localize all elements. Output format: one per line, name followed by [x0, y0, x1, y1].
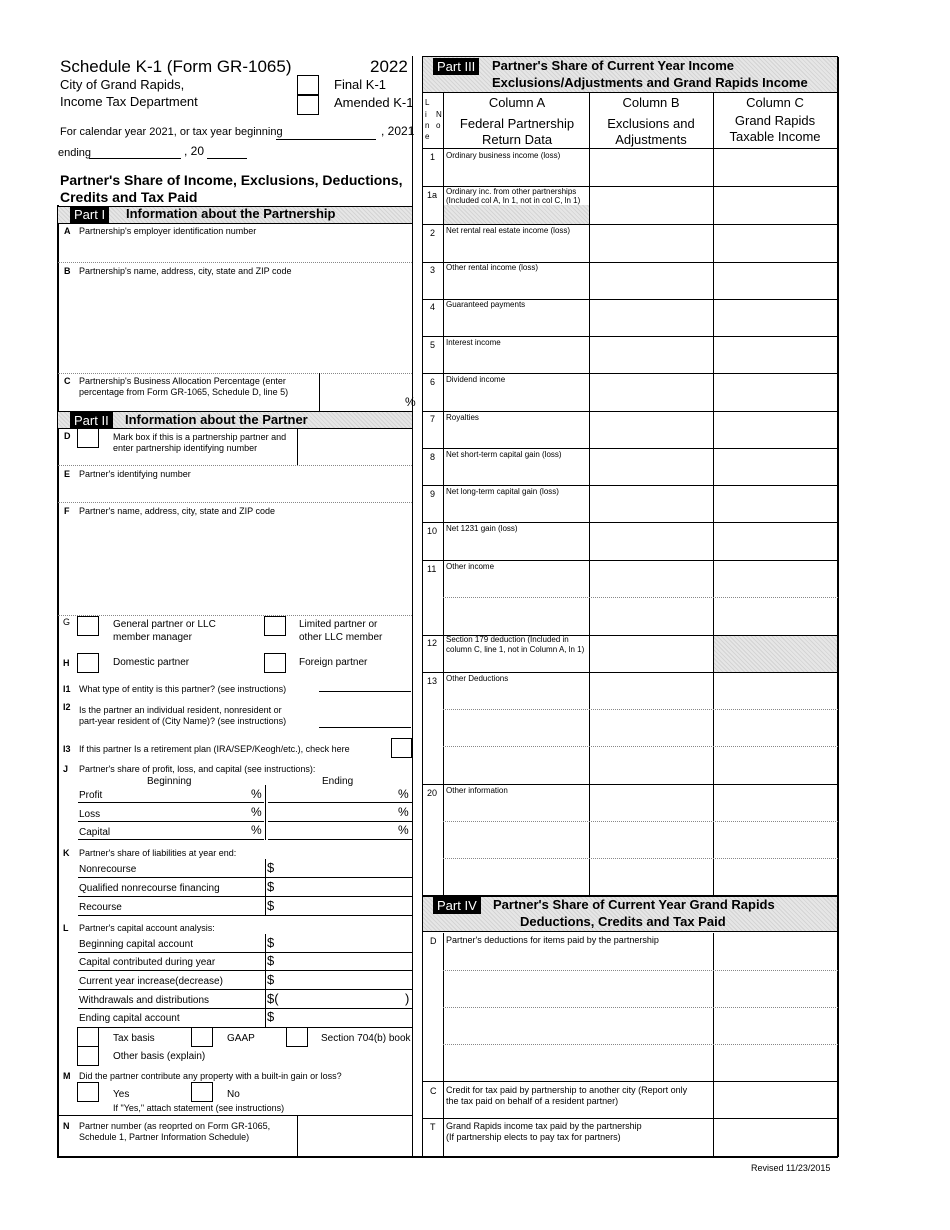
rule	[422, 672, 838, 673]
rule	[265, 934, 266, 1028]
line-no-10: 10	[427, 526, 438, 536]
part4-c-label-2: the tax paid on behalf of a resident partner)	[446, 1096, 619, 1106]
limited-partner-checkbox[interactable]	[264, 616, 286, 636]
line-1a-shaded	[444, 205, 589, 224]
tax-basis-label: Tax basis	[113, 1033, 155, 1044]
loss-begin-field[interactable]	[78, 821, 264, 822]
rule	[58, 1115, 412, 1116]
line-no-1a: 1a	[427, 190, 438, 200]
l3-label: Current year increase(decrease)	[79, 976, 223, 987]
recourse-dollar: $	[267, 898, 275, 913]
line-2-label: Net rental real estate income (loss)	[446, 226, 571, 235]
revised-date: Revised 11/23/2015	[751, 1163, 831, 1173]
l4-close-paren: )	[405, 991, 410, 1006]
org-line-2: Income Tax Department	[60, 94, 198, 109]
rule	[443, 597, 838, 598]
tax-year-end-year-field[interactable]	[207, 158, 247, 159]
l5-dollar: $	[267, 1009, 275, 1024]
line-d-label-1: Mark box if this is a partnership partner and	[113, 432, 287, 442]
line-head-no-o: o	[436, 121, 441, 130]
capital-end-pct: %	[398, 823, 409, 837]
line-20-label: Other information	[446, 786, 508, 795]
partnership-address-field[interactable]	[58, 278, 412, 372]
line-10-label: Net 1231 gain (loss)	[446, 524, 518, 533]
ending-header: Ending	[322, 776, 354, 787]
line-1-label: Ordinary business income (loss)	[446, 151, 561, 160]
capital-label: Capital	[79, 827, 111, 838]
line-no-8: 8	[430, 452, 436, 462]
rule	[443, 858, 838, 859]
loss-begin-pct: %	[251, 805, 262, 819]
letter-i2: I2	[63, 702, 71, 712]
calendar-text: For calendar year 2021, or tax year beginning	[60, 126, 283, 138]
letter-i1: I1	[63, 684, 71, 694]
partner-number-field[interactable]	[298, 1117, 411, 1155]
col-c-sub-1: Grand Rapids	[734, 113, 816, 128]
line-i1-label: What type of entity is this partner? (see instructions)	[79, 684, 287, 694]
final-k1-label: Final K-1	[334, 77, 387, 92]
line-no-7: 7	[430, 414, 436, 424]
partner-id-field[interactable]	[58, 481, 412, 501]
letter-h: H	[63, 658, 70, 668]
letter-k: K	[63, 848, 70, 858]
partnership-ein-field[interactable]	[58, 238, 412, 262]
rule	[422, 224, 838, 225]
subtitle-line-2: Credits and Tax Paid	[60, 189, 198, 205]
residency-field[interactable]	[319, 727, 411, 728]
partnership-partner-id-field[interactable]	[298, 430, 411, 464]
limited-partner-label-2: other LLC member	[299, 632, 383, 643]
line-no-20: 20	[427, 788, 438, 798]
ending-year: , 20	[184, 144, 205, 158]
current-year-increase-field[interactable]	[78, 989, 412, 990]
ending-capital-field[interactable]	[78, 1027, 412, 1028]
line-11-label: Other income	[446, 562, 495, 571]
line-c-label-2: percentage from Form GR-1065, Schedule D, line 5)	[79, 387, 289, 397]
line-head-n: n	[425, 121, 430, 130]
line-a-label: Partnership's employer identification number	[79, 226, 257, 236]
allocation-pct-sign: %	[405, 395, 416, 409]
line-6-label: Dividend income	[446, 375, 506, 384]
rule	[265, 785, 266, 840]
part4-title-1: Partner's Share of Current Year Grand Rapids	[493, 897, 775, 912]
form-title: Schedule K-1 (Form GR-1065)	[60, 57, 292, 76]
section704-label: Section 704(b) book	[321, 1033, 411, 1044]
allocation-percentage-field[interactable]	[320, 374, 406, 410]
part4-tag: Part IV	[433, 897, 481, 914]
part4-d-label: Partner's deductions for items paid by the partnership	[446, 935, 659, 945]
rule	[443, 1044, 838, 1045]
part1-tag: Part I	[70, 206, 109, 223]
qualified-label: Qualified nonrecourse financing	[79, 883, 220, 894]
nonrecourse-field[interactable]	[78, 877, 412, 878]
partnership-partner-checkbox[interactable]	[77, 428, 99, 448]
gaap-label: GAAP	[227, 1033, 255, 1044]
l1-label: Beginning capital account	[79, 939, 193, 950]
l1-dollar: $	[267, 935, 275, 950]
line-5-label: Interest income	[446, 338, 501, 347]
part3-tag: Part III	[433, 58, 479, 75]
col-a-title: Column A	[488, 95, 546, 110]
l3-dollar: $	[267, 972, 275, 987]
letter-g: G	[63, 617, 71, 627]
rule	[422, 448, 838, 449]
rule	[422, 784, 838, 785]
other-basis-label: Other basis (explain)	[113, 1051, 206, 1062]
line-f-label: Partner's name, address, city, state and ZIP code	[79, 506, 275, 516]
l5-label: Ending capital account	[79, 1013, 180, 1024]
line-no-6: 6	[430, 377, 436, 387]
amended-k1-label: Amended K-1	[334, 95, 414, 110]
col-a-sub-2: Return Data	[481, 132, 553, 147]
col-b-title: Column B	[622, 95, 680, 110]
rule	[443, 709, 838, 710]
foreign-partner-label: Foreign partner	[299, 657, 368, 668]
line-no-11: 11	[427, 564, 437, 574]
recourse-field[interactable]	[78, 915, 412, 916]
line-no-12: 12	[427, 638, 438, 648]
general-partner-label-1: General partner or LLC	[113, 619, 216, 630]
partner-address-field[interactable]	[58, 518, 412, 614]
letter-c: C	[64, 376, 71, 386]
rule	[422, 411, 838, 412]
part2-tag: Part II	[70, 412, 113, 429]
tax-basis-checkbox[interactable]	[77, 1027, 99, 1047]
rule	[422, 522, 838, 523]
line-1a-label-1: Ordinary inc. from other partnerships	[446, 187, 577, 196]
org-line-1: City of Grand Rapids,	[60, 77, 185, 92]
line-no-5: 5	[430, 340, 436, 350]
withdrawals-field[interactable]	[78, 1008, 412, 1009]
part4-t-label-2: (If partnership elects to pay tax for partners)	[446, 1132, 621, 1142]
qualified-dollar: $	[267, 879, 275, 894]
no-label: No	[227, 1089, 240, 1100]
profit-end-pct: %	[398, 787, 409, 801]
line-j-label: Partner's share of profit, loss, and capital (see instructions):	[79, 764, 316, 774]
line-head-e: e	[425, 132, 430, 141]
rule	[713, 93, 714, 895]
capital-contributed-field[interactable]	[78, 970, 412, 971]
section704-checkbox[interactable]	[286, 1027, 308, 1047]
rule	[443, 746, 838, 747]
part3-title-2: Exclusions/Adjustments and Grand Rapids Income	[492, 75, 808, 90]
col-b-sub-1: Exclusions and	[607, 116, 695, 131]
gaap-checkbox[interactable]	[191, 1027, 213, 1047]
calendar-year: , 2021	[381, 124, 415, 138]
beginning-capital-field[interactable]	[78, 952, 412, 953]
nonrecourse-label: Nonrecourse	[79, 864, 137, 875]
divider-right	[422, 56, 423, 1156]
line-d-label-2: enter partnership identifying number	[113, 443, 258, 453]
letter-i3: I3	[63, 744, 71, 754]
rule	[589, 93, 590, 895]
l4-dollar: $(	[267, 991, 279, 1006]
loss-end-pct: %	[398, 805, 409, 819]
line-n-label-1: Partner number (as reoprted on Form GR-1065,	[79, 1121, 271, 1131]
amended-k1-checkbox[interactable]	[297, 95, 319, 115]
line-l-label: Partner's capital account analysis:	[79, 923, 215, 933]
line-9-label: Net long-term capital gain (loss)	[446, 487, 559, 496]
right-border	[837, 57, 839, 1157]
capital-begin-field[interactable]	[78, 839, 264, 840]
limited-partner-label-1: Limited partner or	[299, 619, 378, 630]
l2-dollar: $	[267, 953, 275, 968]
profit-label: Profit	[79, 790, 103, 801]
letter-e: E	[64, 469, 71, 479]
line-i3-label: If this partner Is a retirement plan (IRA/SEP/Keogh/etc.), check here	[79, 744, 350, 754]
builtin-gain-yes-checkbox[interactable]	[77, 1082, 99, 1102]
col-b-sub-2: Adjustments	[615, 132, 687, 147]
profit-begin-field[interactable]	[78, 802, 264, 803]
tax-year-begin-field[interactable]	[276, 139, 376, 140]
l4-label: Withdrawals and distributions	[79, 995, 210, 1006]
line-8-label: Net short-term capital gain (loss)	[446, 450, 562, 459]
general-partner-label-2: member manager	[113, 632, 192, 643]
part4-c-label-1: Credit for tax paid by partnership to another city (Report only	[446, 1085, 688, 1095]
capital-begin-pct: %	[251, 823, 262, 837]
profit-end-field[interactable]	[268, 802, 412, 803]
part2-title: Information about the Partner	[125, 412, 308, 427]
rule	[443, 821, 838, 822]
rule	[422, 560, 838, 561]
line-12-label-2: column C, line 1, not in Column A, ln 1)	[446, 645, 585, 654]
line-b-label: Partnership's name, address, city, state and ZIP code	[79, 266, 292, 276]
line-4-label: Guaranteed payments	[446, 300, 526, 309]
rule	[422, 148, 838, 149]
col-a-sub-1: Federal Partnership	[459, 116, 575, 131]
nonrecourse-dollar: $	[267, 860, 275, 875]
line-head-i: i	[425, 110, 427, 119]
general-partner-checkbox[interactable]	[77, 616, 99, 636]
rule	[58, 502, 412, 503]
line-no-3: 3	[430, 265, 436, 275]
final-k1-checkbox[interactable]	[297, 75, 319, 95]
line-c-label-1: Partnership's Business Allocation Percentage (enter	[79, 376, 286, 386]
rule	[422, 1081, 838, 1082]
other-basis-checkbox[interactable]	[77, 1046, 99, 1066]
qualified-field[interactable]	[78, 896, 412, 897]
loss-label: Loss	[79, 809, 101, 820]
yes-label: Yes	[113, 1089, 130, 1100]
line-12-col-c-shaded	[714, 636, 837, 672]
line-no-13: 13	[427, 676, 438, 686]
loss-end-field[interactable]	[268, 821, 412, 822]
domestic-partner-checkbox[interactable]	[77, 653, 99, 673]
letter-j: J	[63, 764, 69, 774]
l2-label: Capital contributed during year	[79, 957, 216, 968]
col-c-sub-2: Taxable Income	[729, 129, 821, 144]
ending-label: ending	[58, 147, 92, 159]
line-i2-label-1: Is the partner an individual resident, nonresident or	[79, 705, 282, 715]
beginning-header: Beginning	[147, 776, 192, 787]
capital-end-field[interactable]	[268, 839, 412, 840]
part4-c-no: C	[430, 1086, 437, 1096]
rule	[422, 336, 838, 337]
col-c-title: Column C	[746, 95, 804, 110]
profit-begin-pct: %	[251, 787, 262, 801]
line-no-9: 9	[430, 489, 436, 499]
line-i2-label-2: part-year resident of (City Name)? (see instructions)	[79, 716, 287, 726]
bottom-border	[57, 1156, 838, 1158]
line-12-label-1: Section 179 deduction (Included in	[446, 635, 569, 644]
rule	[422, 485, 838, 486]
part4-t-label-1: Grand Rapids income tax paid by the partnership	[446, 1121, 642, 1131]
rule	[443, 1007, 838, 1008]
line-head-no-n: N	[436, 110, 442, 119]
line-no-4: 4	[430, 302, 436, 312]
rule	[58, 615, 412, 616]
letter-l: L	[63, 923, 69, 933]
line-1a-label-2: (Included col A, ln 1, not in col C, ln 1)	[446, 196, 581, 205]
divider-left	[412, 56, 413, 1156]
tax-year-end-field[interactable]	[89, 158, 181, 159]
letter-b: B	[64, 266, 71, 276]
rule	[443, 970, 838, 971]
line-m-note: If "Yes," attach statement (see instructions)	[113, 1103, 285, 1113]
part4-d-no: D	[430, 936, 437, 946]
line-m-label: Did the partner contribute any property with a built-in gain or loss?	[79, 1071, 342, 1081]
subtitle-line-1: Partner's Share of Income, Exclusions, Deductions,	[60, 172, 403, 188]
letter-n: N	[63, 1121, 70, 1131]
letter-f: F	[64, 506, 70, 516]
letter-a: A	[64, 226, 71, 236]
line-n-label-2: Schedule 1, Partner Information Schedule)	[79, 1132, 250, 1142]
line-no-1: 1	[430, 152, 436, 162]
part4-t-no: T	[430, 1122, 436, 1132]
line-head-l: L	[425, 98, 430, 107]
tax-year: 2022	[370, 57, 408, 76]
letter-d: D	[64, 431, 71, 441]
rule	[58, 465, 412, 466]
foreign-partner-checkbox[interactable]	[264, 653, 286, 673]
line-3-label: Other rental income (loss)	[446, 263, 539, 272]
line-7-label: Royalties	[446, 413, 479, 422]
recourse-label: Recourse	[79, 902, 122, 913]
domestic-partner-label: Domestic partner	[113, 657, 190, 668]
retirement-plan-checkbox[interactable]	[391, 738, 412, 758]
letter-m: M	[63, 1071, 71, 1081]
line-no-2: 2	[430, 228, 436, 238]
rule	[422, 373, 838, 374]
entity-type-field[interactable]	[319, 691, 411, 692]
line-k-label: Partner's share of liabilities at year end:	[79, 848, 237, 858]
line-e-label: Partner's identifying number	[79, 469, 191, 479]
rule	[422, 1118, 838, 1119]
part3-title-1: Partner's Share of Current Year Income	[492, 58, 734, 73]
part1-title: Information about the Partnership	[126, 206, 336, 221]
builtin-gain-no-checkbox[interactable]	[191, 1082, 213, 1102]
line-13-label: Other Deductions	[446, 674, 509, 683]
rule	[265, 859, 266, 916]
rule	[58, 262, 412, 263]
part4-title-2: Deductions, Credits and Tax Paid	[520, 914, 726, 929]
